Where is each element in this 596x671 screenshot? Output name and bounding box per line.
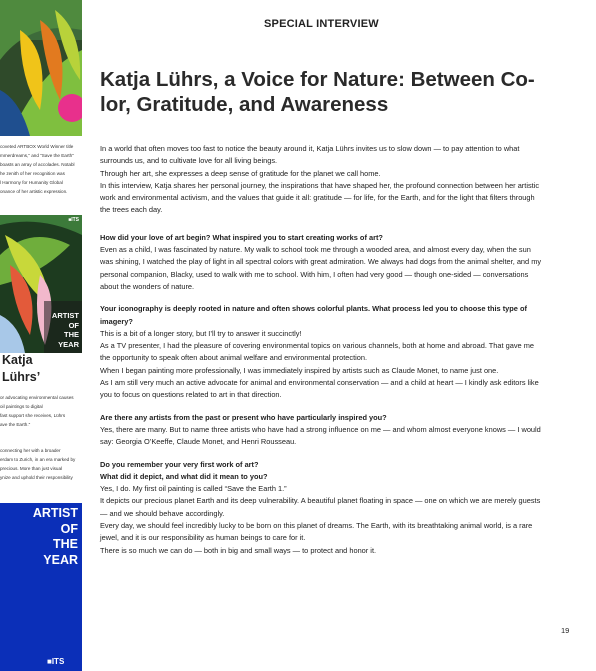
interview-answer: Yes, I do. My first oil painting is called “Save the Earth 1.” <box>100 484 287 494</box>
snippet-line: erdam to Zurich, in an era marked by <box>0 457 76 462</box>
section-label: SPECIAL INTERVIEW <box>264 18 379 30</box>
cover-artwork-middle <box>0 215 82 353</box>
interview-answer: When I began painting more professionally, I was immediately inspired by artists such as Claude Monet, to name just one. <box>100 365 499 375</box>
intro-paragraph: Through her art, she expresses a deep sense of gratitude for the planet we call home. <box>100 168 381 178</box>
interview-question: What did it depict, and what did it mean to you? <box>100 471 268 481</box>
interview-question: How did your love of art begin? What inspired you to start creating works of art? <box>100 232 383 242</box>
interview-answer: It depicts our precious planet Earth and its deep vulnerability. A beautiful planet floating in space — one on which we are merely guests — and we should behave accordingly. <box>100 496 541 518</box>
sidebar-snippet-top <box>0 142 82 196</box>
sidebar-snippet-lower <box>0 446 82 482</box>
snippet-line: fast support she receives, Lührs <box>0 413 66 418</box>
sidebar-snippet-middle <box>0 393 82 429</box>
snippet-line: precious. More than just visual <box>0 466 63 471</box>
article-body <box>100 143 543 557</box>
snippet-line: l Harmony for Humanity Global <box>0 180 63 185</box>
page-number: 19 <box>561 626 570 635</box>
snippet-line: connecting her with a broader <box>0 448 61 453</box>
interview-answer: This is a bit of a longer story, but I’ll try to answer it succinctly! <box>100 328 302 338</box>
interview-answer: As a TV presenter, I had the pleasure of covering environmental topics on various channels, both at home and abroad. That gave me the opportunity to speak often about animal welfare and environmental protection. <box>100 341 534 363</box>
snippet-line: coveted ARTBOX World Winner title <box>0 144 74 149</box>
interview-answer: Yes, there are many. But to name three artists who have had a strong influence on me — and whom almost everyone knows — I would say: Georgia O’Keeffe, Claude Monet, and Henri Rousseau. <box>100 424 541 447</box>
interview-question: Are there any artists from the past or present who have particularly inspired you? <box>100 412 387 422</box>
sidebar-covers <box>0 0 82 671</box>
intro-paragraph: In a world that often moves too fast to notice the beauty around it, Katja Lührs invites us to slow down — to pay attention to what surrounds us, and to cultivate love for all living beings. <box>100 144 520 166</box>
snippet-line: or advocating environmental causes <box>0 395 74 400</box>
interview-answer: As I am still very much an active advocate for animal and environmental conservation — and a child at heart — I kindly ask editors like you to focus on questions related to art in that direction. <box>100 378 539 400</box>
cover-artwork-top <box>0 0 82 136</box>
its-logo: ■ITS <box>68 217 79 223</box>
its-logo: ■ITS <box>47 657 65 666</box>
snippet-line: he zenith of her recognition was <box>0 171 65 176</box>
interview-answer: Even as a child, I was fascinated by nature. My walk to school took me through a wooded area, and almost every day, when the sun was shining, I watched the play of light in all spectral colors with great admiration. We always had dogs from the animal shelter, and my personal companion, Blacky, used to walk with me to school. With him, I often had very good — though one-sided — conversations about the wonders of nature. <box>100 245 542 291</box>
interview-answer: Every day, we should feel incredibly lucky to be born on this planet of dreams. The Earth, with its breathtaking animal world, is a rare jewel, and it is our responsibility as human beings to care for it. <box>100 521 533 543</box>
intro-paragraph: In this interview, Katja shares her personal journey, the inspirations that have shaped her, the profound connection between her artistic work and environmental activism, and the values that guide it all: gratitude — for life, for the Earth, and for the light that filters through the trees each day. <box>100 180 540 215</box>
cover-artwork-bottom <box>0 503 82 671</box>
snippet-line: ynize and uphold their responsibility <box>0 475 73 480</box>
artist-of-the-year-label: ARTIST OF THE YEAR <box>51 311 79 349</box>
snippet-line: oil paintings to digital <box>0 404 43 409</box>
interview-answer: There is so much we can do — both in big and small ways — to protect and honor it. <box>100 545 377 555</box>
snippet-line: onance of her artistic expression. <box>0 189 68 194</box>
article-title: Katja Lührs, a Voice for Nature: Between Co- lor, Gratitude, and Awareness <box>100 68 535 116</box>
snippet-line: boasts an array of accolades. Notabl <box>0 162 75 167</box>
snippet-line: mmerdreams," and "Save the Earth" <box>0 153 74 158</box>
cover-name-heading: Katja Lührs’ <box>2 353 41 384</box>
interview-question: Your iconography is deeply rooted in nature and often shows colorful plants. What process led you to choose this type of imagery? <box>100 304 527 326</box>
snippet-line: ave the Earth." <box>0 422 31 427</box>
interview-question: Do you remember your very first work of art? <box>100 459 259 469</box>
artist-of-the-year-label: ARTIST OF THE YEAR <box>32 506 78 567</box>
